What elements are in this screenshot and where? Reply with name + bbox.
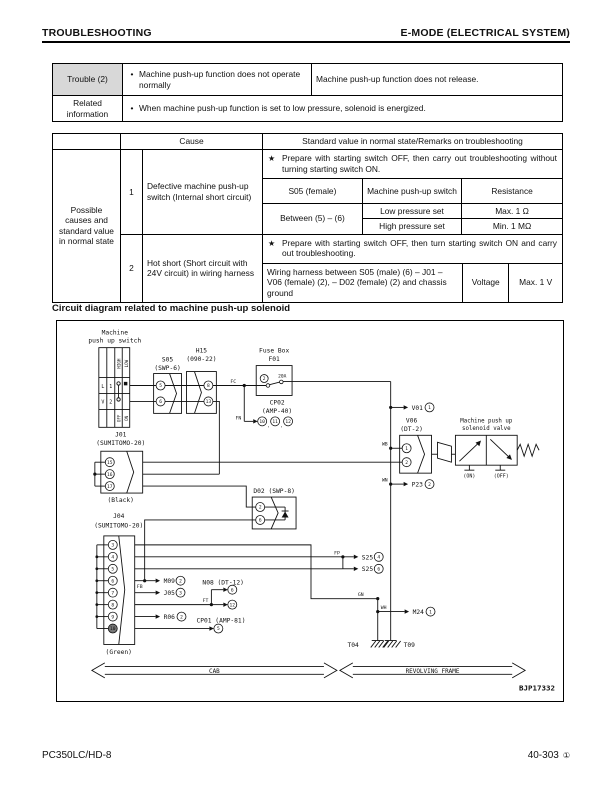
causes-table [52, 133, 563, 303]
cp02-separator: , [267, 423, 271, 429]
trouble-item-right: Machine push-up function does not release. [312, 64, 563, 96]
component-labels [88, 330, 512, 656]
v01-name: V01 [411, 404, 423, 412]
j04-pin-4: 4 [111, 555, 115, 561]
p23-pin-2: 2 [428, 482, 431, 488]
ground-t09-icon [384, 640, 401, 647]
j05-pin-3: 3 [179, 591, 182, 597]
h15-pin-13: 13 [205, 400, 212, 406]
p23-name: P23 [411, 481, 423, 489]
j01-pin-17: 17 [107, 484, 113, 490]
cp02-pin-11: 11 [272, 420, 278, 426]
wire-ft: FT [202, 599, 209, 605]
v01-pin-1: 1 [428, 406, 431, 412]
v06-name: V06 [405, 417, 418, 425]
j01-name: J01 [115, 431, 127, 439]
cause-2-num: 2 [121, 234, 143, 302]
empty-corner-cell [53, 134, 121, 150]
switch-row-l: L [101, 383, 105, 390]
bullet-icon: • [130, 103, 134, 114]
valve-off-label: (OFF) [493, 473, 509, 480]
wire-fc: FC [230, 380, 237, 386]
related-label-cell: Related information [53, 96, 123, 122]
j04-pin-5: 5 [111, 567, 115, 573]
footer-model: PC350LC/HD-8 [42, 750, 112, 761]
j04-pin-7: 7 [111, 591, 115, 597]
t09-label: T09 [403, 641, 415, 649]
header-right: E-MODE (ELECTRICAL SYSTEM) [400, 27, 570, 39]
switch-low-label: LOW [123, 359, 129, 368]
wire-fn: FN [235, 416, 242, 422]
trouble-info-table [52, 63, 563, 122]
d02-name: D02 (SWP-8) [253, 488, 295, 496]
s25-name-2: S25 [361, 566, 374, 574]
cause-2-subtable [263, 264, 562, 302]
cp02-pin-10: 10 [259, 420, 265, 426]
circuit-diagram [56, 320, 564, 702]
cause-2-standard-cell [263, 234, 563, 302]
page-number: 40-303 [527, 750, 559, 761]
v06-connector [400, 435, 432, 473]
j05-name: J05 [163, 590, 175, 598]
ground-t04-icon [371, 640, 388, 647]
sub1-h2: Machine push-up switch [362, 179, 461, 203]
j01-pin-16: 16 [107, 472, 113, 478]
n08-name: N08 (DT-12) [202, 579, 244, 587]
sub1-r1c2: Low pressure set [362, 203, 461, 219]
s05-type: (SWP-6) [154, 365, 181, 373]
col-header-cause: Cause [121, 134, 263, 150]
d02-pin-6: 6 [258, 518, 262, 524]
s25-pin-4: 4 [377, 555, 381, 561]
wire-wn: WN [381, 478, 388, 484]
s25-pin-6: 6 [377, 567, 381, 573]
cause-1-note: Prepare with starting switch OFF, then carry out troubleshooting without turning starting switch ON. [282, 153, 557, 174]
cp02-type: (AMP-40) [262, 407, 293, 415]
solenoid-valve-symbol [437, 435, 539, 470]
related-text: When machine push-up function is set to low pressure, solenoid is energized. [139, 103, 426, 114]
h15-name: H15 [195, 347, 208, 355]
f01-title: Fuse Box [259, 347, 290, 355]
j01-color: (Black) [107, 497, 134, 505]
section-title: Circuit diagram related to machine push-up solenoid [52, 303, 291, 314]
s05-pin-6: 6 [159, 400, 162, 406]
s05-pin-5: 5 [159, 384, 162, 390]
v06-type: (DT-2) [400, 425, 423, 433]
diagram-code: BJP17332 [519, 683, 556, 693]
cause-2-note: Prepare with starting switch OFF, then turn starting switch ON and carry out troubleshooting. [282, 237, 557, 258]
s05-connector [154, 374, 182, 414]
bullet-icon: • [130, 69, 134, 79]
revision-mark-icon: ① [562, 751, 570, 760]
valve-on-label: (ON) [463, 473, 476, 480]
switch-high-label: HIGH [116, 358, 122, 369]
j04-pin-3: 3 [111, 543, 115, 549]
related-text-cell [123, 96, 563, 122]
j01-pin-15: 15 [107, 460, 113, 466]
sub2-c3: Max. 1 V [509, 264, 562, 302]
footer-page-number [528, 750, 570, 761]
j04-pin-10: 10 [110, 627, 116, 633]
d02-pin-2: 2 [258, 505, 262, 511]
cause-2-text: Hot short (Short circuit with 24V circuit) in wiring harness [143, 234, 263, 302]
j04-pin-6: 6 [111, 579, 115, 585]
n08-pin-6: 6 [230, 588, 234, 594]
j04-color: (Green) [105, 648, 132, 656]
sub2-c1: Wiring harness between S05 (male) (6) – J01 – V06 (female) (2), – D02 (female) (2) and chassis ground [267, 266, 447, 298]
star-icon: ★ [268, 238, 276, 248]
sub1-r2c2: High pressure set [362, 219, 461, 234]
f01-pin-2: 2 [262, 377, 266, 383]
header-left: TROUBLESHOOTING [42, 27, 152, 39]
switch-title-2: push up switch [88, 337, 142, 345]
m09-name: M09 [163, 578, 175, 586]
r06-name: R06 [163, 614, 175, 622]
t04-label: T04 [347, 641, 359, 649]
cause-1-standard-cell [263, 150, 563, 235]
circuit-diagram-svg [57, 321, 563, 701]
cp02-separator: , [280, 423, 283, 429]
n08-pin-12: 12 [229, 603, 236, 609]
wire-gn: GN [357, 593, 364, 599]
j04-pin-9: 9 [111, 615, 115, 621]
j04-name: J04 [113, 512, 125, 520]
possible-causes-header: Possible causes and standard value in normal state [53, 150, 121, 303]
m09-pin-2: 2 [179, 579, 182, 585]
m24-name: M24 [412, 609, 424, 617]
s05-name: S05 [161, 356, 174, 364]
v06-pin-2: 2 [405, 460, 409, 466]
wire-wb: WB [381, 442, 388, 448]
cause-1-text: Defective machine push-up switch (Internal short circuit) [143, 150, 263, 235]
v06-pin-1: 1 [405, 446, 409, 452]
sub2-c2: Voltage [463, 264, 509, 302]
wire-fp: FP [334, 551, 340, 557]
cause-1-num: 1 [121, 150, 143, 235]
s25-name-1: S25 [361, 554, 374, 562]
switch-row-1: 1 [109, 383, 113, 390]
sub1-h3: Resistance [462, 179, 562, 203]
wire-wh: WH [380, 606, 387, 612]
cp01-name: CP01 (AMP-81) [196, 617, 246, 625]
sub1-r1c1: Between (5) – (6) [263, 203, 362, 234]
h15-type: (090-22) [186, 356, 217, 364]
spring-icon [517, 444, 539, 456]
star-icon: ★ [268, 154, 276, 163]
j04-type: (SUMITOMO-20) [94, 522, 144, 530]
j01-type: (SUMITOMO-20) [96, 440, 146, 448]
switch-row-2: 2 [109, 399, 113, 406]
cause-1-subtable [263, 179, 562, 234]
cab-zone-label: CAB [208, 667, 220, 675]
valve-label-1: Machine push up [460, 418, 513, 425]
valve-label-2: solenoid valve [461, 425, 511, 432]
sub1-r2c3: Min. 1 MΩ [462, 219, 562, 234]
wire-fb: FB [136, 585, 143, 591]
cp01-pin-5: 5 [216, 627, 220, 633]
trouble-item-left-cell [123, 64, 312, 96]
f01-rating: 20A [278, 374, 287, 380]
trouble-label-cell: Trouble (2) [53, 64, 123, 96]
cp02-pin-12: 12 [285, 420, 291, 426]
m24-pin-1: 1 [429, 610, 432, 616]
col-header-standard: Standard value in normal state/Remarks on troubleshooting [263, 134, 563, 150]
h15-pin-8: 8 [207, 384, 210, 390]
switch-on-label: ON [123, 415, 129, 421]
switch-title-1: Machine [101, 329, 128, 337]
header-rule [42, 41, 570, 43]
sub1-h1: S05 (female) [288, 185, 337, 196]
switch-off-label: OFF [116, 414, 122, 423]
r06-pin-2: 2 [180, 615, 183, 621]
sub1-r1c3: Max. 1 Ω [462, 203, 562, 219]
cp02-name: CP02 [269, 399, 285, 407]
switch-row-v: V [101, 399, 105, 406]
trouble-item-left: Machine push-up function does not operate normally [139, 69, 301, 90]
j04-pin-8: 8 [111, 603, 115, 609]
f01-name: F01 [268, 356, 280, 364]
revolving-frame-zone-label: REVOLVING FRAME [405, 667, 460, 675]
